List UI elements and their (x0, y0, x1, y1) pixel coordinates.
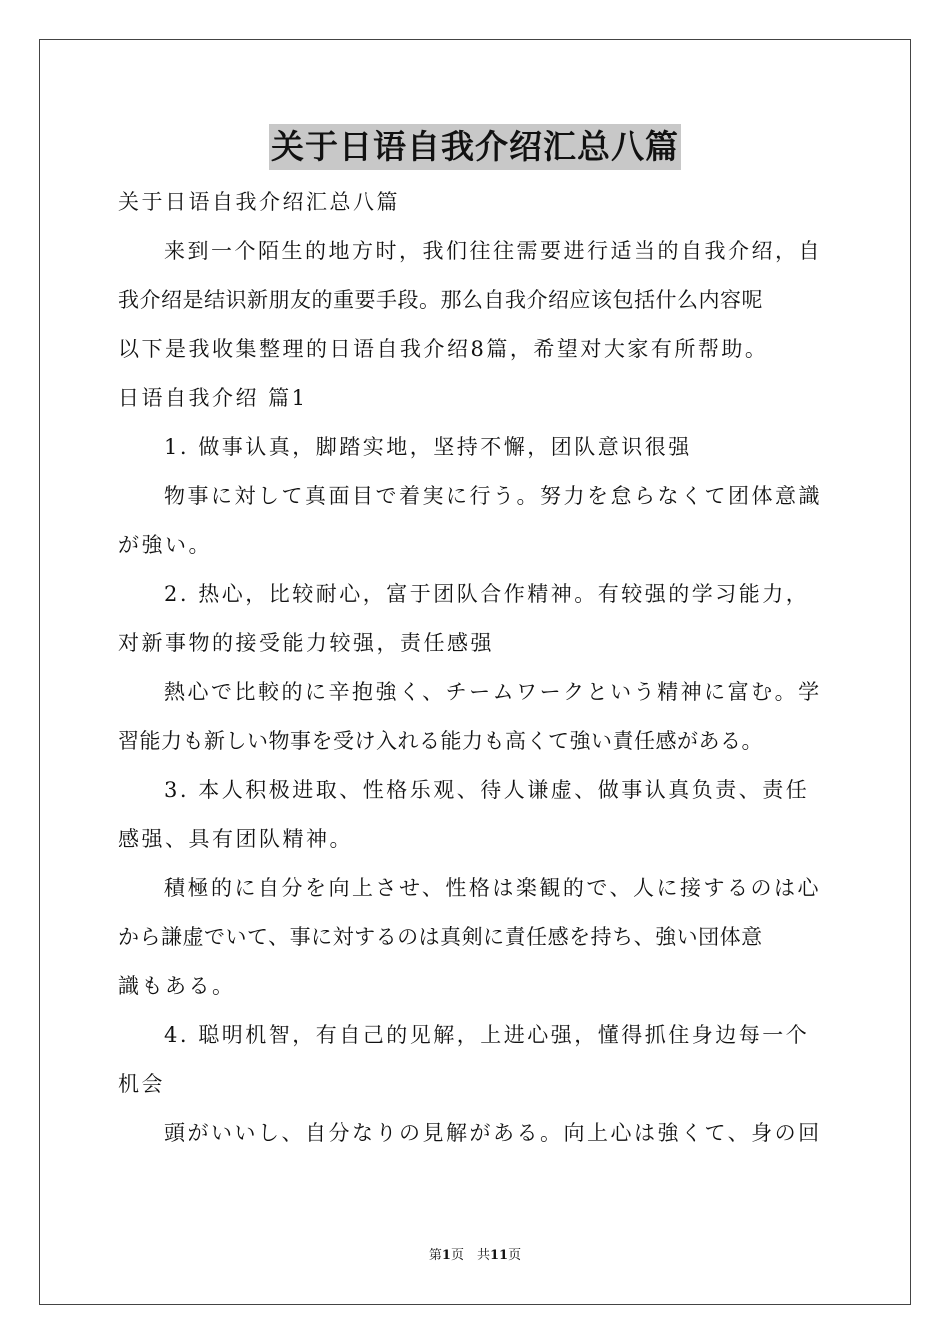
paragraph-line: 頭がいいし、自分なりの見解がある。向上心は強くて、身の回 (164, 1121, 822, 1145)
subtitle-line: 关于日语自我介绍汇总八篇 (118, 190, 400, 214)
paragraph-line: が強い。 (118, 533, 212, 557)
paragraph-line: 2. 热心，比较耐心，富于团队合作精神。有较强的学习能力， (164, 582, 810, 606)
paragraph-line: 4. 聪明机智，有自己的见解，上进心强，懂得抓住身边每一个 (164, 1023, 810, 1047)
document-title: 关于日语自我介绍汇总八篇 (269, 124, 681, 170)
footer-prefix: 第 (428, 1248, 442, 1263)
paragraph-line: から謙虚でいて、事に対するのは真剣に責任感を持ち、強い団体意 (118, 925, 763, 949)
paragraph-line: 我介绍是结识新朋友的重要手段。那么自我介绍应该包括什么内容呢 (118, 288, 763, 312)
footer-page-number: 1 (441, 1248, 451, 1263)
title-container (0, 124, 950, 170)
paragraph-line: 積極的に自分を向上させ、性格は楽観的で、人に接するのは心 (164, 876, 821, 900)
footer-mid: 页 共 (450, 1248, 490, 1263)
section-heading: 日语自我介绍 篇1 (118, 386, 308, 410)
paragraph-line: 3. 本人积极进取、性格乐观、待人谦虚、做事认真负责、责任 (164, 778, 810, 802)
paragraph-line: 对新事物的接受能力较强，责任感强 (118, 631, 494, 655)
paragraph-line: 習能力も新しい物事を受け入れる能力も高くて強い責任感がある。 (118, 729, 763, 753)
footer-total-pages: 11 (489, 1248, 509, 1263)
footer-suffix: 页 (508, 1248, 522, 1263)
paragraph-line: 1. 做事认真，脚踏实地，坚持不懈，团队意识很强 (164, 435, 692, 459)
paragraph-line: 物事に対して真面目で着実に行う。努力を怠らなくて团体意識 (164, 484, 822, 508)
page-footer (0, 1246, 950, 1266)
paragraph-line: 熱心で比較的に辛抱強く、チームワークという精神に富む。学 (164, 680, 822, 704)
paragraph-line: 以下是我收集整理的日语自我介绍8篇，希望对大家有所帮助。 (118, 337, 769, 361)
paragraph-line: 来到一个陌生的地方时，我们往往需要进行适当的自我介绍，自 (164, 239, 822, 263)
document-body (118, 178, 834, 1158)
paragraph-line: 感强、具有团队精神。 (118, 827, 353, 851)
paragraph-line: 識もある。 (118, 974, 236, 998)
paragraph-line: 机会 (118, 1072, 165, 1096)
